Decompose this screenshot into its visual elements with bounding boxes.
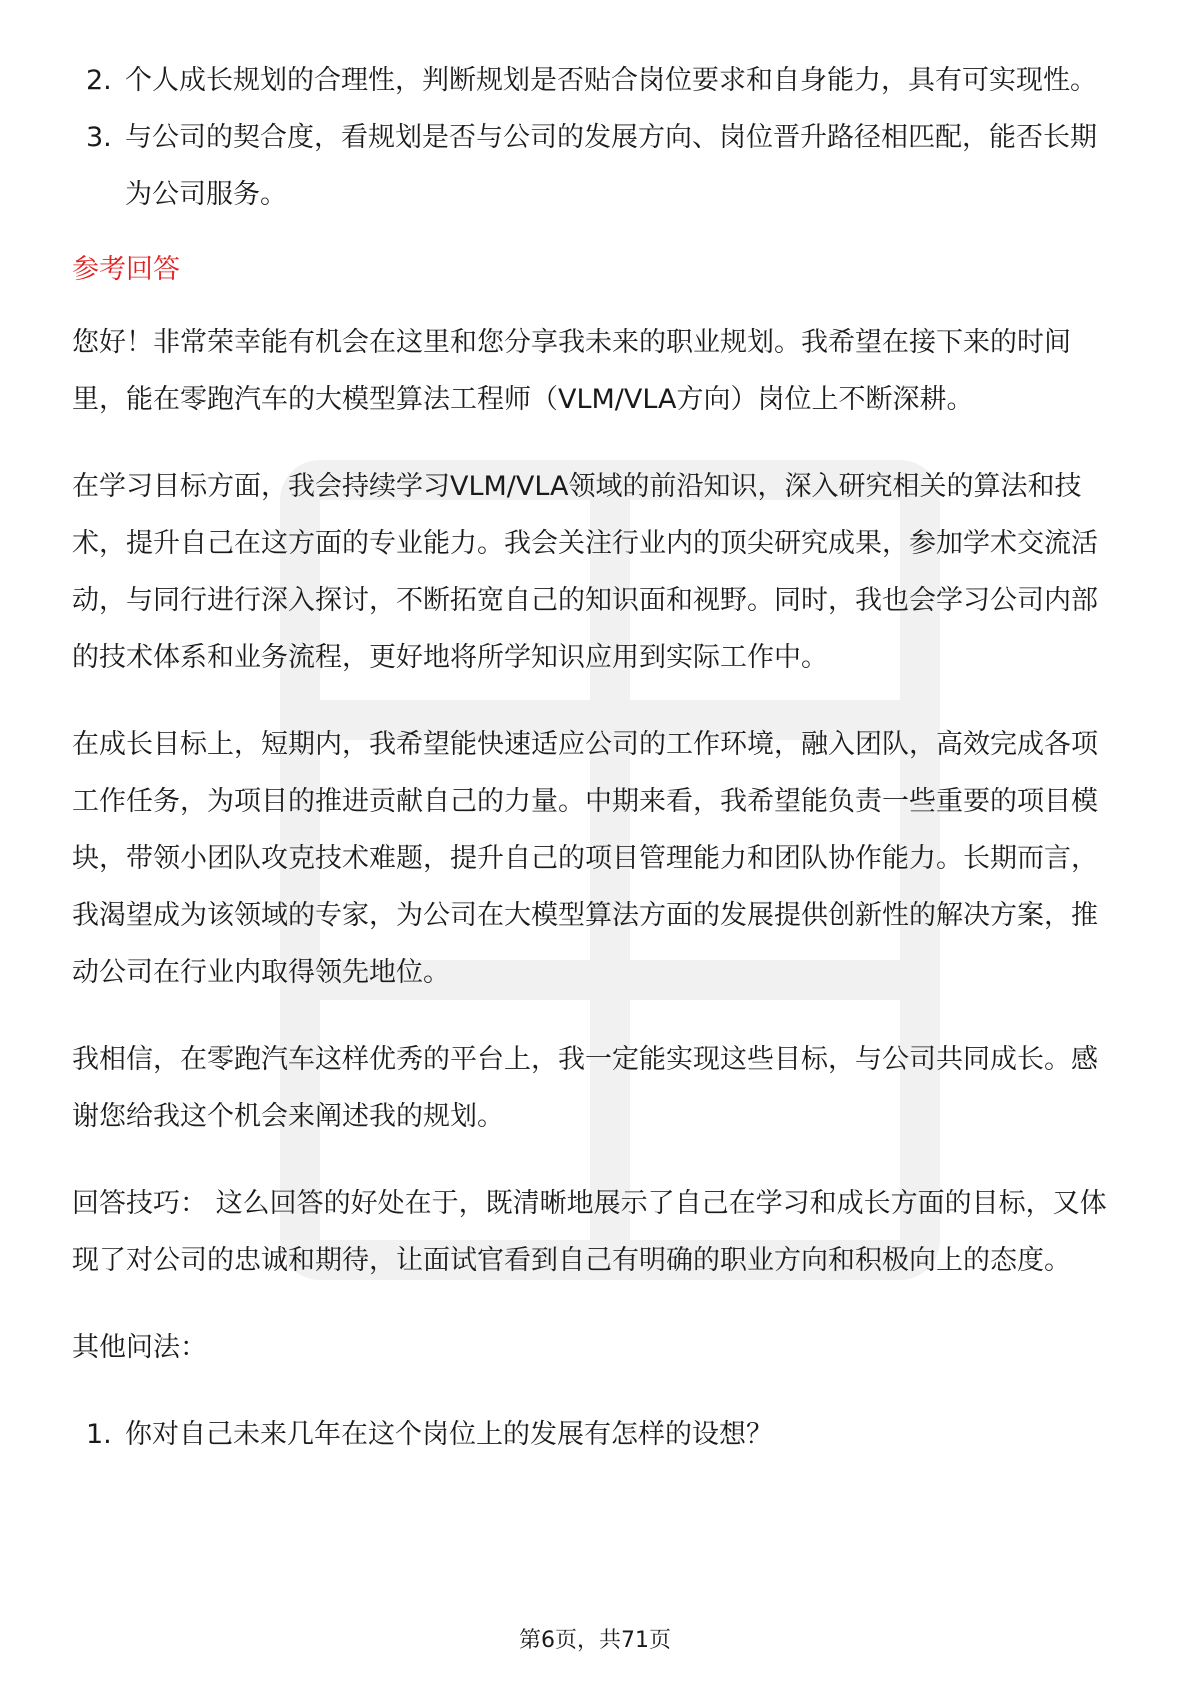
page-footer: 第6页，共71页 [519,1628,671,1653]
list-text: 你对自己未来几年在这个岗位上的发展有怎样的设想？ [125,1419,773,1450]
paragraph-closing: 我相信，在零跑汽车这样优秀的平台上，我一定能实现这些目标，与公司共同成长。感谢您给我这个机会来阐述我的规划。 [72,1044,1098,1132]
other-questions-list [72,1406,1122,1463]
paragraph-growth-goals: 在成长目标上，短期内，我希望能快速适应公司的工作环境，融入团队，高效完成各项工作任务，为项目的推进贡献自己的力量。中期来看，我希望能负责一些重要的项目模块，带领小团队攻克技术难题，提升自己的项目管理能力和团队协作能力。长期而言，我渴望成为该领域的专家，为公司在大模型算法方面的发展提供创新性的解决方案，推动公司在行业内取得领先地位。 [72,729,1098,988]
paragraph-other-questions: 其他问法： [72,1332,207,1363]
list-item [72,52,1122,109]
section-title: 参考回答 [72,254,180,285]
list-text: 个人成长规划的合理性，判断规划是否贴合岗位要求和自身能力，具有可实现性。 [125,65,1097,96]
paragraph-greeting: 您好！非常荣幸能有机会在这里和您分享我未来的职业规划。我希望在接下来的时间里，能在零跑汽车的大模型算法工程师（VLM/VLA方向）岗位上不断深耕。 [72,327,1071,415]
document-body [72,52,1122,1463]
list-number: 2. [86,65,112,96]
criteria-list [72,52,1122,223]
paragraph-answer-tips: 回答技巧： 这么回答的好处在于，既清晰地展示了自己在学习和成长方面的目标，又体现了对公司的忠诚和期待，让面试官看到自己有明确的职业方向和积极向上的态度。 [72,1188,1107,1276]
list-item [72,109,1122,223]
paragraph-learning-goals: 在学习目标方面，我会持续学习VLM/VLA领域的前沿知识，深入研究相关的算法和技术，提升自己在这方面的专业能力。我会关注行业内的顶尖研究成果，参加学术交流活动，与同行进行深入探讨，不断拓宽自己的知识面和视野。同时，我也会学习公司内部的技术体系和业务流程，更好地将所学知识应用到实际工作中。 [72,471,1098,673]
list-number: 1. [86,1419,112,1450]
list-text: 与公司的契合度，看规划是否与公司的发展方向、岗位晋升路径相匹配，能否长期为公司服务。 [125,122,1097,210]
list-item [72,1406,1122,1463]
list-number: 3. [86,122,112,153]
